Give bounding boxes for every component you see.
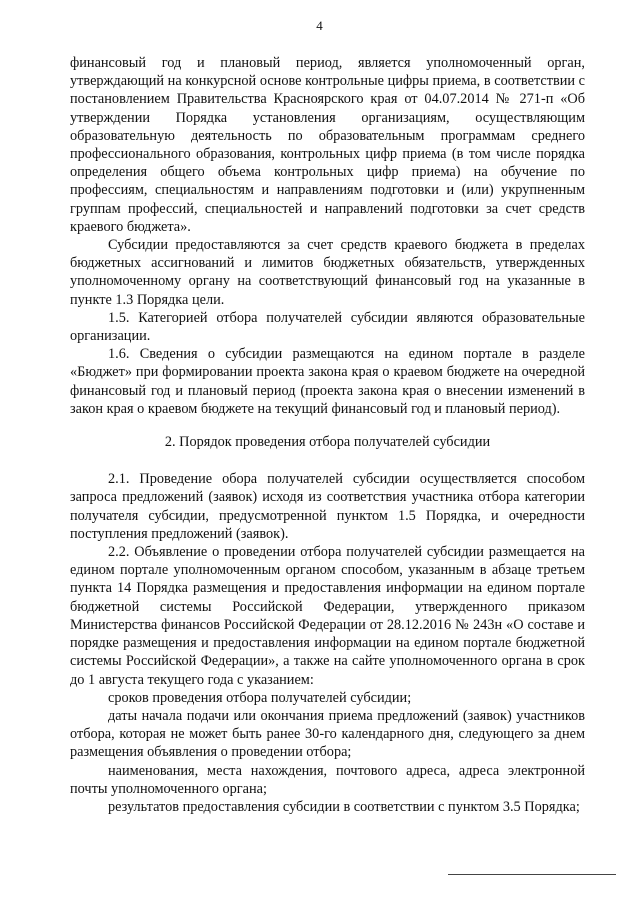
page-number: 4 — [316, 18, 323, 33]
paragraph-continuation: финансовый год и плановый период, является уполномоченный орган, утверждающий на конкурсной основе контрольные цифры приема, в соответствии с постановлением Правительства Красноярского края от 04.07.2014 № 271-п «Об утверждении Порядка установления организациям, осуществляющим образовательную деятельность по образовательным программам среднего профессионального образования, контрольных цифр приема (в том числе порядка определения общего объема контрольных цифр приема) на обучение по профессиям, специальностям и направлениям подготовки и (или) укрупненным группам профессий, специальностей и направлений подготовки за счет средств краевого бюджета». — [70, 55, 585, 235]
list-item-dates: даты начала подачи или окончания приема предложений (заявок) участников отбора, которая не может быть ранее 30-го календарного дня, следующего за днем размещения объявления о проведении отбора; — [70, 707, 585, 761]
list-item-results: результатов предоставления субсидии в соответствии с пунктом 3.5 Порядка; — [108, 798, 580, 815]
list-item-organ-contacts: наименования, места нахождения, почтового адреса, адреса электронной почты уполномоченного органа; — [70, 762, 585, 797]
paragraph-1-5: 1.5. Категорией отбора получателей субсидии являются образовательные организации. — [70, 309, 585, 345]
section-heading-2: 2. Порядок проведения отбора получателей субсидии — [164, 434, 491, 451]
document-body — [70, 54, 585, 816]
paragraph-1-6: 1.6. Сведения о субсидии размещаются на едином портале в разделе «Бюджет» при формировании проекта закона края о краевом бюджете на очередной финансовый год и плановый период (проекта закона края о внесении изменений в закон края о краевом бюджете на текущий финансовый год и плановый период). — [70, 346, 585, 417]
paragraph-2-1: 2.1. Проведение обора получателей субсидии осуществляется способом запроса предложений (заявок) исходя из соответствия участника отбора категории получателя субсидии, предусмотренной пунктом 1.5 Порядка, и очередности поступления предложений (заявок). — [70, 471, 585, 542]
signature-line — [448, 874, 616, 875]
paragraph-subsidies-source: Субсидии предоставляются за счет средств краевого бюджета в пределах бюджетных ассигнований и лимитов бюджетных обязательств, утвержденных уполномоченному органу на соответствующий финансовый год на указанные в пункте 1.3 Порядка цели. — [70, 237, 585, 308]
paragraph-2-2: 2.2. Объявление о проведении отбора получателей субсидии размещается на едином портале уполномоченным органом способом, указанным в абзаце третьем пункта 14 Порядка размещения и предоставления информации на едином портале бюджетной системы Российской Федерации, утвержденного приказом Министерства финансов Российской Федерации от 28.12.2016 № 243н «О составе и порядке размещения и предоставления информации на едином портале бюджетной системы Российской Федерации», а также на сайте уполномоченного органа в срок до 1 августа текущего года с указанием: — [70, 544, 585, 688]
list-item-terms: сроков проведения отбора получателей субсидии; — [108, 689, 412, 706]
